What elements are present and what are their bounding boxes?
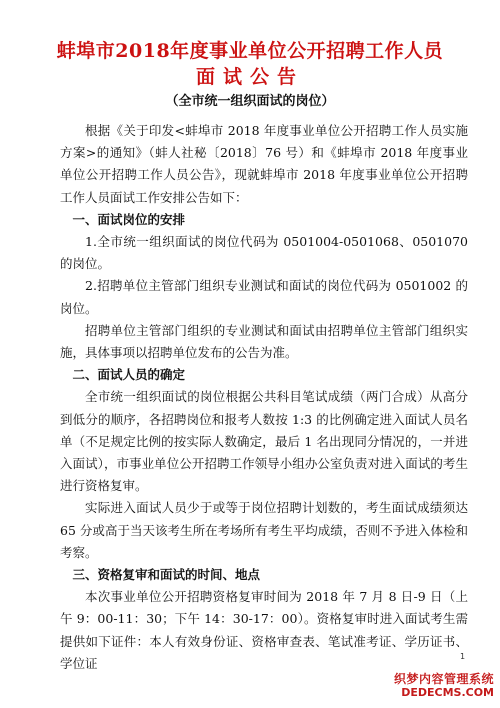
document-body <box>60 120 468 675</box>
document-title-second-line: 面试公告 <box>195 66 304 88</box>
document-title: 蚌埠市2018年度事业单位公开招聘工作人员 <box>56 40 444 62</box>
document-subtitle: （全市统一组织面试的岗位） <box>165 94 335 109</box>
section2-paragraph-1: 全市统一组织面试的岗位根据公共科目笔试成绩（两门合成）从高分到低分的顺序，各招聘岗位和报考人数按 1:3 的比例确定进入面试人员名单（不足规定比例的按实际人数确定，最后 1 名出现同分情况的，一并进入面试），市事业单位公开招聘工作领导小组办公室负责对进入面试的考生进行资格复审。 <box>60 389 468 494</box>
section-heading-interviewees: 二、面试人员的确定 <box>72 367 186 383</box>
section3-paragraph-1: 本次事业单位公开招聘资格复审时间为 2018 年 7 月 8 日-9 日（上午 9：00-11：30；下午 14：30-17：00）。资格复审时进入面试考生需提供如下证件：本人有效身份证、资格审查表、笔试准考证、学历证书、学位证 <box>60 589 468 671</box>
section1-note: 招聘单位主管部门组织的专业测试和面试由招聘单位主管部门组织实施，具体事项以招聘单位发布的公告为准。 <box>60 322 468 361</box>
section2-paragraph-2: 实际进入面试人员少于或等于岗位招聘计划数的，考生面试成绩须达 65 分或高于当天该考生所在考场所有考生平均成绩，否则不予进入体检和考察。 <box>60 500 468 560</box>
watermark-line-2: DEDECMS.COM <box>401 686 494 699</box>
watermark-line-1: 织梦内容管理系统 <box>393 672 494 686</box>
page-number: 1 <box>460 652 466 661</box>
section-heading-interview-positions: 一、面试岗位的安排 <box>72 211 186 227</box>
section-heading-time-location: 三、资格复审和面试的时间、地点 <box>72 567 261 583</box>
intro-paragraph: 根据《关于印发<蚌埠市 2018 年度事业单位公开招聘工作人员实施方案>的通知》（蚌人社秘〔2018〕76 号）和《蚌埠市 2018 年度事业单位公开招聘工作人员公告》，现就蚌埠市 2018 年度事业单位公开招聘工作人员面试工作安排公告如下： <box>60 123 468 205</box>
site-watermark <box>394 672 494 700</box>
section1-item-2: 2.招聘单位主管部门组织专业测试和面试的岗位代码为 0501002 的岗位。 <box>60 278 468 316</box>
section1-item-1: 1.全市统一组织面试的岗位代码为 0501004-0501068、0501070 的岗位。 <box>60 234 468 272</box>
